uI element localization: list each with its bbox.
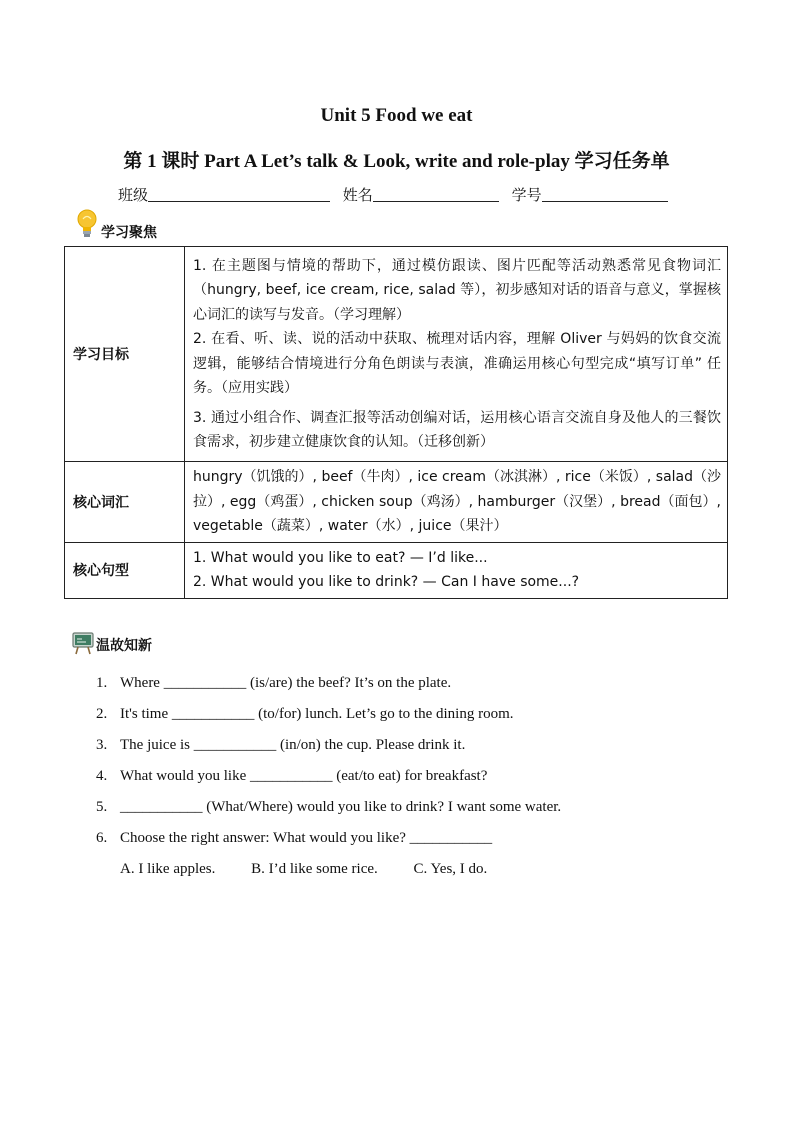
- sentence-row: [65, 542, 728, 598]
- vocab-content: hungry（饥饿的）, beef（牛肉）, ice cream（冰淇淋）, rice（米饭）, salad（沙拉）, egg（鸡蛋）, chicken soup（鸡汤）, hamburger（汉堡）, bread（面包）, vegetable（蔬菜）, water（水）, juice（果汁）: [185, 462, 728, 543]
- name-label: 姓名: [342, 186, 373, 204]
- vocab-label: 核心词汇: [65, 462, 185, 543]
- exercise-item: 4. What would you like ___________ (eat/to eat) for breakfast?: [96, 768, 488, 784]
- lightbulb-icon: [76, 208, 98, 242]
- objectives-label: 学习目标: [65, 247, 185, 462]
- sentence-content: [185, 542, 728, 598]
- lesson-subtitle: 第 1 课时 Part A Let’s talk & Look, write and role-play 学习任务单: [123, 151, 670, 172]
- focus-section-heading: [76, 208, 157, 242]
- exercise-item: 3. The juice is ___________ (in/on) the cup. Please drink it.: [96, 737, 466, 753]
- option-b[interactable]: B. I’d like some rice.: [251, 861, 378, 877]
- exercise-item: 5. ___________ (What/Where) would you like to drink? I want some water.: [96, 799, 562, 815]
- objective-1: 1. 在主题图与情境的帮助下，通过模仿跟读、图片匹配等活动熟悉常见食物词汇（hungry, beef, ice cream, rice, salad 等），初步感知对话的语音与意义，掌握核心词汇的读写与发音。（学习理解）: [193, 257, 721, 323]
- class-label: 班级: [118, 186, 149, 204]
- student-info-line: [118, 184, 668, 205]
- objective-2: 2. 在看、听、读、说的活动中获取、梳理对话内容，理解 Oliver 与妈妈的饮食交流逻辑，能够结合情境进行分角色朗读与表演，准确运用核心句型完成“填写订单” 任务。（应用实践）: [193, 331, 721, 396]
- review-heading-text: 温故知新: [96, 638, 152, 654]
- review-exercise-list: [96, 671, 716, 888]
- review-section-heading: [72, 631, 152, 655]
- option-a[interactable]: A. I like apples.: [120, 861, 216, 877]
- sentence-1: 1. What would you like to eat? — I’d like...: [193, 549, 488, 566]
- focus-heading-text: 学习聚焦: [101, 225, 157, 241]
- objectives-content: [185, 247, 728, 462]
- exercise-item: 1. Where ___________ (is/are) the beef? It’s on the plate.: [96, 675, 452, 691]
- blackboard-icon: [72, 631, 94, 655]
- exercise-item: 2. It's time ___________ (to/for) lunch. Let’s go to the dining room.: [96, 706, 514, 722]
- student-id-blank[interactable]: [542, 186, 668, 202]
- objective-3: 3. 通过小组合作、调查汇报等活动创编对话，运用核心语言交流自身及他人的三餐饮食需求，初步建立健康饮食的认知。（迁移创新）: [193, 409, 721, 450]
- option-c[interactable]: C. Yes, I do.: [413, 861, 488, 877]
- class-blank[interactable]: [148, 186, 330, 202]
- learning-focus-table: [64, 246, 728, 599]
- student-id-label: 学号: [511, 186, 542, 204]
- exercise-item: 6. Choose the right answer: What would you like? ___________: [96, 830, 493, 846]
- sentence-label: 核心句型: [65, 542, 185, 598]
- vocab-row: [65, 462, 728, 543]
- sentence-2: 2. What would you like to drink? — Can I have some...?: [193, 574, 580, 590]
- unit-title: Unit 5 Food we eat: [320, 105, 473, 126]
- objectives-row: [65, 247, 728, 462]
- answer-options: [96, 857, 716, 888]
- name-blank[interactable]: [373, 186, 499, 202]
